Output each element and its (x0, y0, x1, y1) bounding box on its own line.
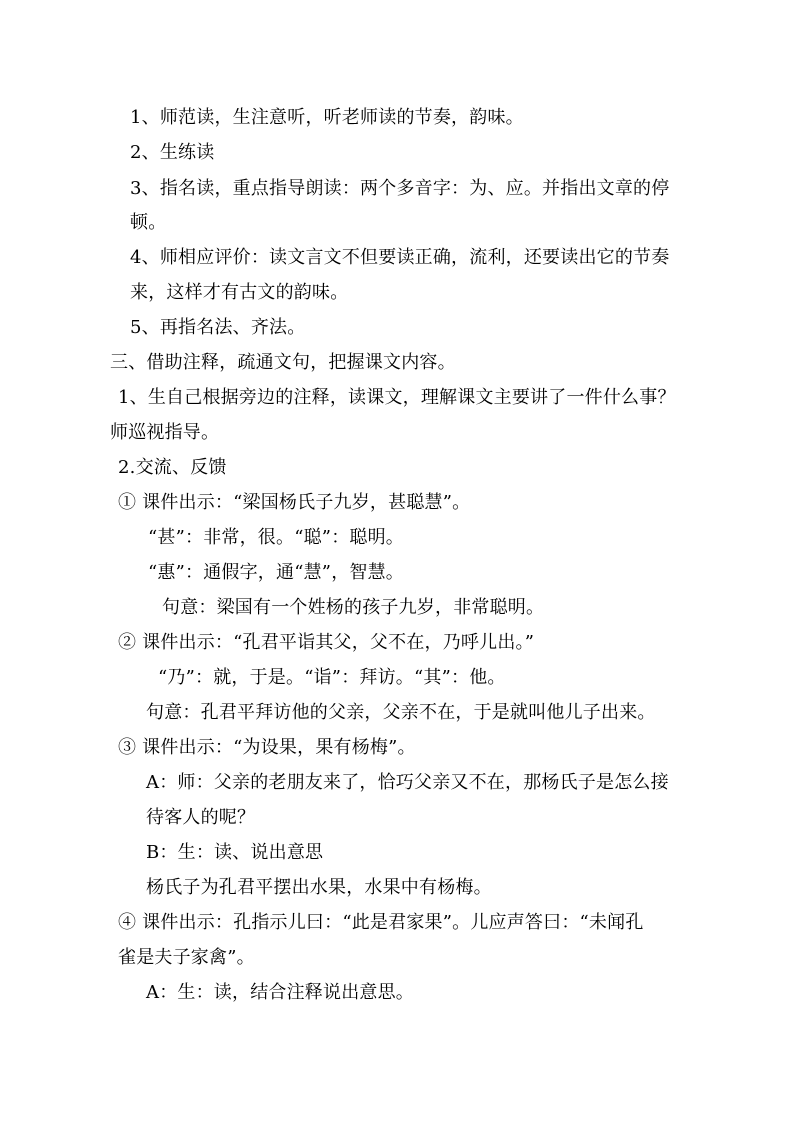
text-line: 句意：孔君平拜访他的父亲，父亲不在，于是就叫他儿子出来。 (146, 702, 656, 723)
text-line: “惠”：通假字，通“慧”，智慧。 (148, 562, 405, 583)
text-line: B：生：读、说出意思 (146, 842, 324, 863)
text-line: 杨氏子为孔君平摆出水果，水果中有杨梅。 (146, 877, 492, 898)
text-line: 来，这样才有古文的韵味。 (130, 282, 349, 303)
text-line: “甚”：非常，很。“聪”：聪明。 (148, 527, 405, 548)
text-line: A：师：父亲的老朋友来了，恰巧父亲又不在，那杨氏子是怎么接 (146, 772, 669, 793)
section-heading: 三、借助注释，疏通文句，把握课文内容。 (110, 352, 456, 373)
text-line: 雀是夫子家禽”。 (118, 947, 255, 968)
text-line: 2.交流、反馈 (118, 457, 227, 478)
text-line: A：生：读，结合注释说出意思。 (146, 982, 414, 1003)
text-line: 5、再指名法、齐法。 (130, 317, 306, 338)
text-line: 师巡视指导。 (110, 422, 220, 443)
text-line: 句意：梁国有一个姓杨的孩子九岁，非常聪明。 (162, 597, 545, 618)
text-line: 1、师范读，生注意听，听老师读的节奏，韵味。 (130, 107, 524, 128)
text-line: 3、指名读，重点指导朗读：两个多音字：为、应。并指出文章的停 (130, 178, 670, 199)
text-line: ② 课件出示：“孔君平诣其父，父不在，乃呼儿出。” (118, 632, 535, 653)
text-line: “乃”：就，于是。“诣”：拜访。“其”：他。 (158, 667, 506, 688)
text-line: ④ 课件出示：孔指示儿曰：“此是君家果”。儿应声答曰：“未闻孔 (118, 912, 644, 933)
text-line: 2、生练读 (130, 142, 215, 163)
text-line: 待客人的呢？ (146, 807, 256, 828)
text-line: 顿。 (130, 212, 167, 233)
text-line: ③ 课件出示：“为设果，果有杨梅”。 (118, 737, 416, 758)
text-line: 1、生自己根据旁边的注释，读课文，理解课文主要讲了一件什么事？ (118, 387, 676, 408)
text-line: ① 课件出示：“梁国杨氏子九岁，甚聪慧”。 (118, 492, 471, 513)
text-line: 4、师相应评价：读文言文不但要读正确，流利，还要读出它的节奏 (130, 247, 670, 268)
